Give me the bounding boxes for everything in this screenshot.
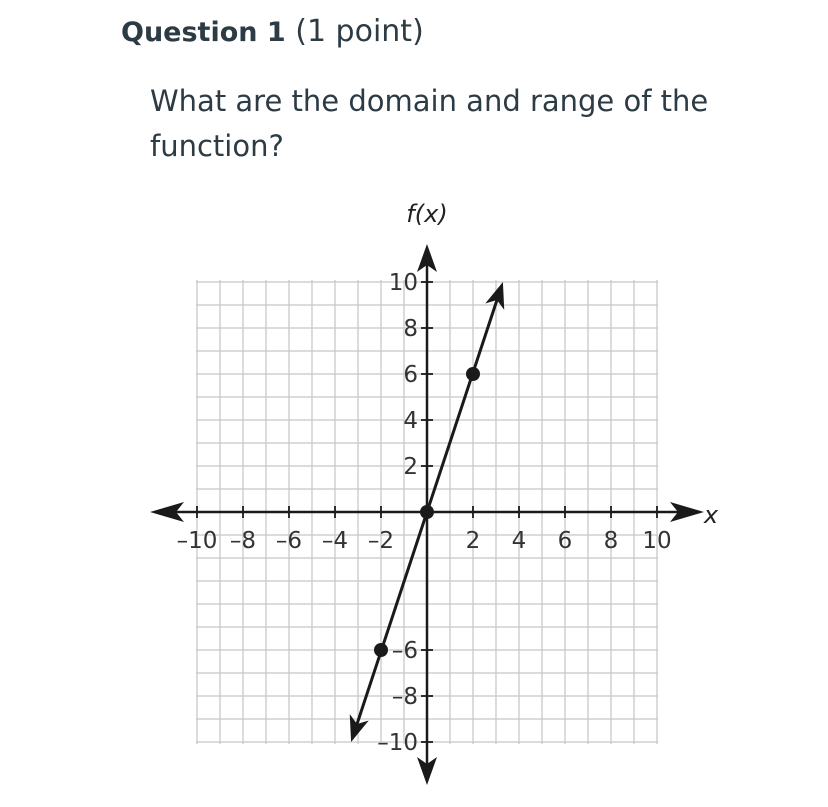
y-tick-label: 10 [388,270,418,296]
x-tick-label: 6 [557,528,573,554]
x-tick-label: –4 [321,528,349,554]
question-text: What are the domain and range of the function? [150,84,709,163]
x-tick-label: –8 [229,528,257,554]
y-tick-label: 8 [403,316,418,342]
y-tick-label: 2 [403,454,418,480]
x-tick-label: 2 [465,528,481,554]
data-point [420,505,434,519]
y-tick-label: –6 [391,638,418,664]
x-tick-label: 8 [603,528,619,554]
y-axis-title: f(x) [406,200,448,228]
x-tick-label: –6 [275,528,303,554]
y-tick-label: 6 [403,362,418,388]
data-point [374,643,388,657]
y-tick-label: –8 [391,684,418,710]
question-title: Question 1 [121,17,286,48]
x-tick-label: 10 [642,528,672,554]
x-axis-title: x [703,501,719,529]
question-points: (1 point) [295,14,424,49]
x-tick-label: 4 [511,528,527,554]
x-tick-label: –10 [176,528,218,554]
x-tick-label: –2 [367,528,395,554]
y-tick-label: 4 [403,408,418,434]
y-tick-label: –10 [377,730,418,756]
data-point [466,367,480,381]
